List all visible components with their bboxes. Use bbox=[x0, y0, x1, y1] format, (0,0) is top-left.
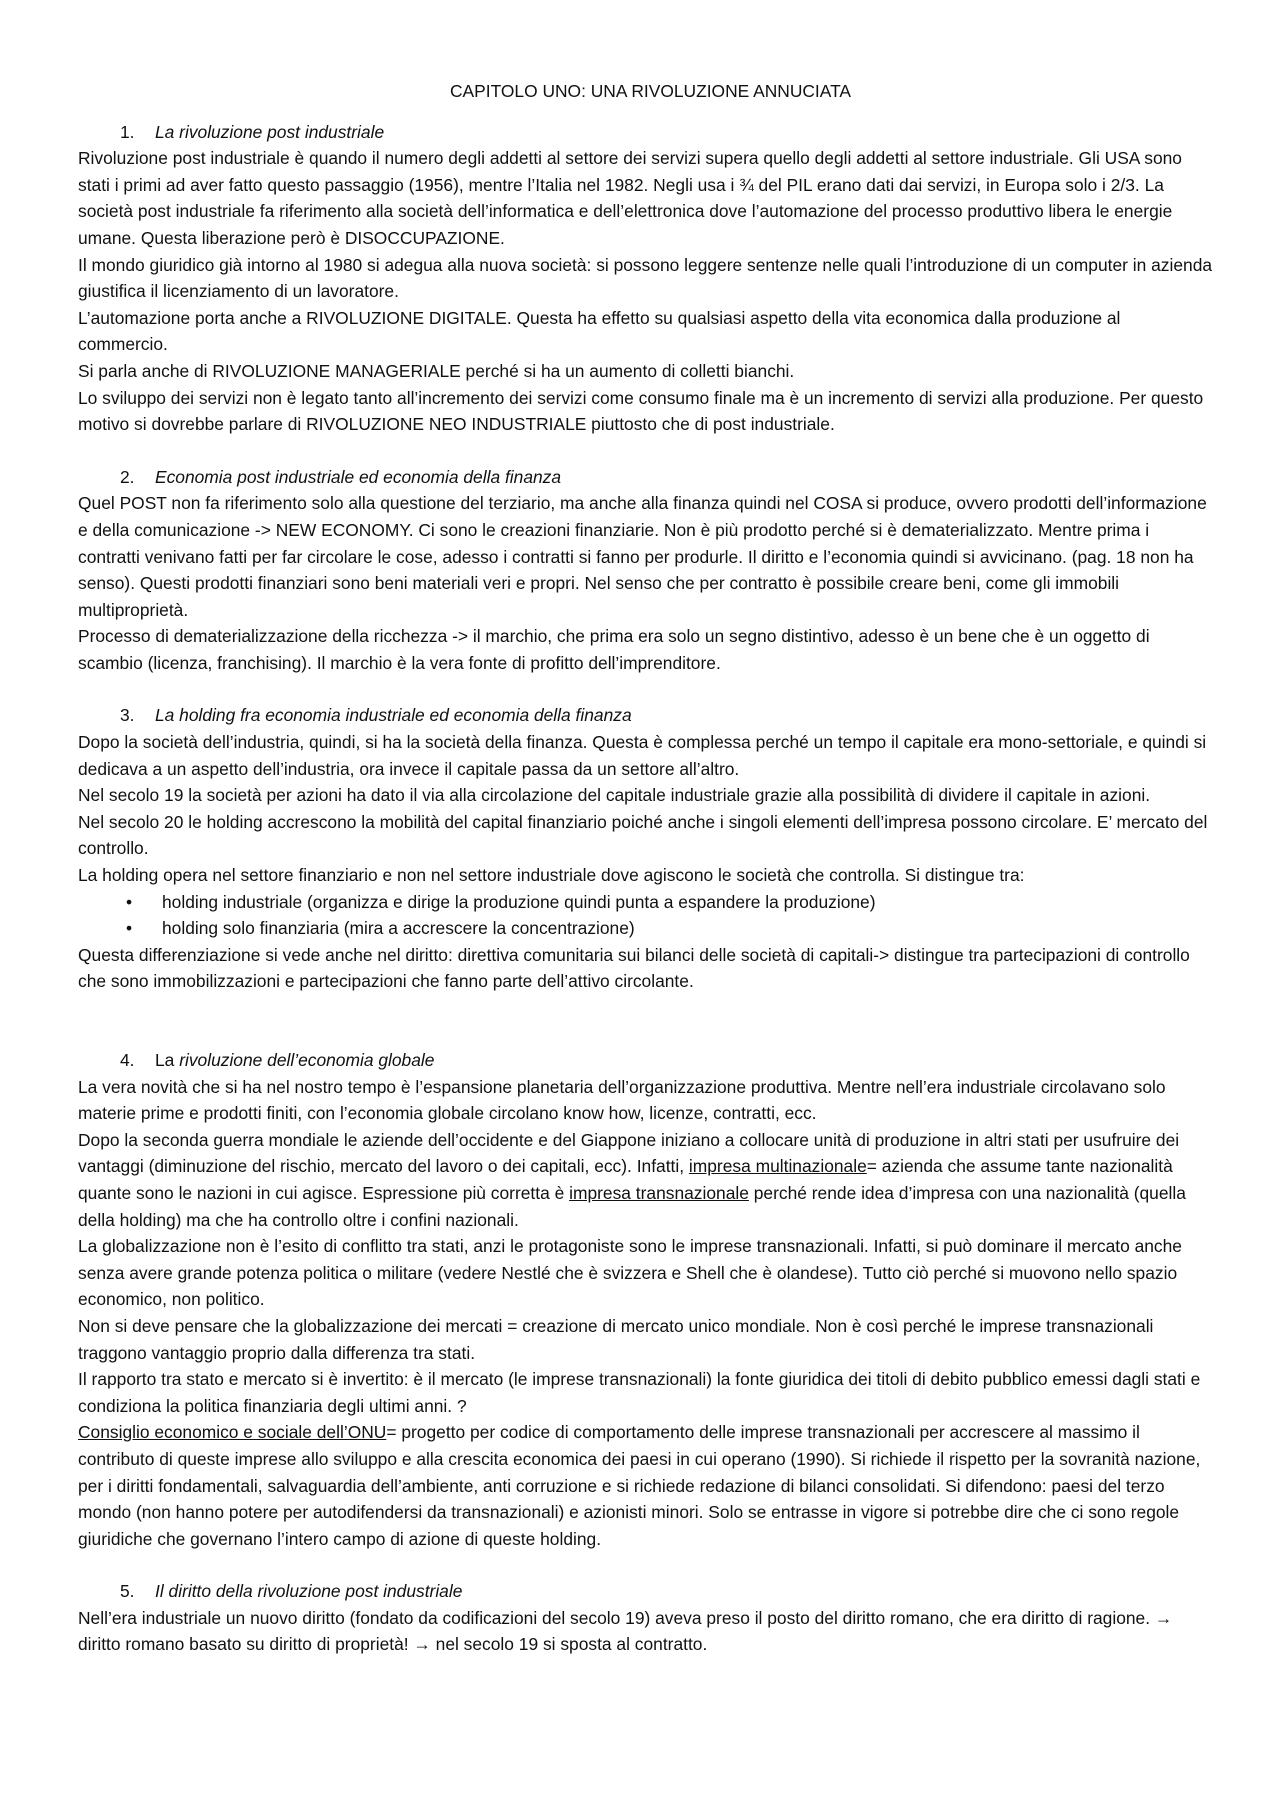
paragraph-text: Dopo la seconda guerra mondiale le aziende dell’occidente e del Giappone iniziano a collocare unità di produzione in altri stati per usufruire dei vantaggi (diminuzione del rischio, mercato del lavoro o dei capitali, ecc). Infatti, bbox=[78, 1129, 1180, 1177]
section-2-heading bbox=[78, 464, 1213, 491]
paragraph: Dopo la società dell’industria, quindi, si ha la società della finanza. Questa è complessa perché un tempo il capitale era mono-settoriale, e quindi si dedicava a un aspetto dell’industria, ora invece il capitale passa da un settore all’altro. bbox=[78, 732, 1207, 779]
paragraph bbox=[78, 1419, 1213, 1552]
section-title: La rivoluzione post industriale bbox=[155, 121, 385, 142]
section-title-plain: La bbox=[155, 1050, 180, 1070]
paragraph: Nell’era industriale un nuovo diritto (fondato da codificazioni del secolo 19) aveva preso il posto del diritto romano, che era diritto di ragione. → diritto romano basato su diritto di proprietà! → nel secolo 19 si sposta al contratto. bbox=[78, 1607, 1173, 1655]
section-title-italic: rivoluzione dell’economia globale bbox=[179, 1050, 435, 1070]
spacer bbox=[78, 676, 1213, 702]
section-4-heading bbox=[78, 1047, 1213, 1074]
section-number: 1. bbox=[120, 121, 135, 142]
paragraph: Processo di dematerializzazione della ricchezza -> il marchio, che prima era solo un segno distintivo, adesso è un bene che è un oggetto di scambio (licenza, franchising). Il marchio è la vera fonte di profitto dell’imprenditore. bbox=[78, 626, 1150, 673]
list-item-text: holding industriale (organizza e dirige la produzione quindi punta a espandere la produzione) bbox=[162, 891, 876, 912]
paragraph: La holding opera nel settore finanziario e non nel settore industriale dove agiscono le società che controlla. Si distingue tra: bbox=[78, 865, 1025, 886]
list-item bbox=[78, 915, 1213, 942]
spacer bbox=[78, 995, 1213, 1047]
section-number: 4. bbox=[120, 1050, 135, 1070]
list-item bbox=[78, 889, 1213, 916]
paragraph: Nel secolo 20 le holding accrescono la mobilità del capital finanziario poiché anche i singoli elementi dell’impresa possono circolare. E’ mercato del controllo. bbox=[78, 811, 1208, 859]
paragraph: Rivoluzione post industriale è quando il numero degli addetti al settore dei servizi supera quello degli addetti al settore industriale. Gli USA sono stati i primi ad aver fatto questo passaggio (1956), mentre l’Italia nel 1982. Negli usa i ¾ del PIL erano dati dai servizi, in Europa solo i 2/3. La società post industriale fa riferimento alla società dell’informatica e dell’elettronica dove l’automazione del processo produttivo libera le energie umane. Questa liberazione però è DISOCCUPAZIONE. bbox=[78, 148, 1182, 248]
paragraph: Quel POST non fa riferimento solo alla questione del terziario, ma anche alla finanza quindi nel COSA si produce, ovvero prodotti dell’informazione e della comunicazione -> NEW ECONOMY. Ci sono le creazioni finanziarie. Non è più prodotto perché si è dematerializzato. Mentre prima i contratti venivano fatti per far circolare le cose, adesso i contratti si fanno per produrle. Il diritto e l’economia quindi si avvicinano. (pag. 18 non ha senso). Questi prodotti finanziari sono beni materiali veri e propri. Nel senso che per contratto è possibile creare beni, come gli immobili multiproprietà. bbox=[78, 493, 1207, 620]
paragraph: L’automazione porta anche a RIVOLUZIONE DIGITALE. Questa ha effetto su qualsiasi aspetto della vita economica dalla produzione al commercio. bbox=[78, 307, 1121, 355]
paragraph: La vera novità che si ha nel nostro tempo è l’espansione planetaria dell’organizzazione produttiva. Mentre nell’era industriale circolavano solo materie prime e prodotti finiti, con l’economia globale circolano know how, licenze, contratti, ecc. bbox=[78, 1076, 1166, 1124]
page-title: CAPITOLO UNO: UNA RIVOLUZIONE ANNUCIATA bbox=[449, 81, 852, 101]
section-title: Il diritto della rivoluzione post industriale bbox=[155, 1581, 463, 1602]
underlined-term: Consiglio economico e sociale dell’ONU bbox=[78, 1422, 387, 1443]
paragraph: Si parla anche di RIVOLUZIONE MANAGERIALE perché si ha un aumento di colletti bianchi. bbox=[78, 360, 795, 381]
section-title: La holding fra economia industriale ed economia della finanza bbox=[155, 705, 632, 726]
paragraph: Non si deve pensare che la globalizzazione dei mercati = creazione di mercato unico mondiale. Non è così perché le imprese transnazionali traggono vantaggio proprio dalla differenza tra stati. bbox=[78, 1315, 1154, 1363]
spacer bbox=[78, 1552, 1213, 1578]
spacer bbox=[78, 438, 1213, 464]
section-number: 5. bbox=[120, 1581, 135, 1602]
section-number: 3. bbox=[120, 705, 135, 726]
underlined-term: impresa multinazionale bbox=[688, 1156, 867, 1177]
bullet-icon: • bbox=[126, 891, 133, 912]
paragraph: Il mondo giuridico già intorno al 1980 si adegua alla nuova società: si possono leggere sentenze nelle quali l’introduzione di un computer in azienda giustifica il licenziamento di un lavoratore. bbox=[78, 254, 1213, 302]
paragraph: Nel secolo 19 la società per azioni ha dato il via alla circolazione del capitale industriale grazie alla possibilità di dividere il capitale in azioni. bbox=[78, 785, 1151, 806]
paragraph: Il rapporto tra stato e mercato si è invertito: è il mercato (le imprese transnazionali) la fonte giuridica dei titoli di debito pubblico emessi dagli stati e condiziona la politica finanziaria degli ultimi anni. ? bbox=[78, 1369, 1201, 1416]
paragraph-text: perché rende idea d’impresa con una nazionalità (quella della holding) ma che ha controllo oltre i confini nazionali. bbox=[78, 1182, 1186, 1230]
paragraph-text: = azienda che assume tante nazionalità quante sono le nazioni in cui agisce. Espressione più corretta è bbox=[78, 1156, 1173, 1203]
bullet-list bbox=[78, 889, 1213, 942]
paragraph: Questa differenziazione si vede anche nel diritto: direttiva comunitaria sui bilanci delle società di capitali-> distingue tra partecipazioni di controllo che sono immobilizzazioni e partecipazioni che fanno parte dell’attivo circolante. bbox=[78, 944, 1190, 992]
paragraph-text: = progetto per codice di comportamento delle imprese transnazionali per accrescere al massimo il contributo di queste imprese allo sviluppo e alla crescita economica dei paesi in cui operano (1990). Si richiede il rispetto per la sovranità nazione, per i diritti fondamentali, salvaguardia dell’ambiente, anti corruzione e si richiede redazione di bilanci consolidati. Si difendono: paesi del terzo mondo (non hanno potere per autodifendersi da transnazionali) e azionisti minori. Solo se entrasse in vigore si potrebbe dire che ci sono regole giuridiche che governano l’intero campo di azione di queste holding. bbox=[78, 1422, 1201, 1549]
section-1-heading bbox=[78, 119, 1213, 146]
paragraph: La globalizzazione non è l’esito di conflitto tra stati, anzi le protagoniste sono le imprese transnazionali. Infatti, si può dominare il mercato anche senza avere grande potenza politica o militare (vedere Nestlé che è svizzera e Shell che è olandese). Tutto ciò perché si muovono nello spazio economico, non politico. bbox=[78, 1236, 1182, 1310]
underlined-term: impresa transnazionale bbox=[569, 1182, 749, 1203]
bullet-icon: • bbox=[126, 918, 133, 939]
paragraph bbox=[78, 1127, 1213, 1233]
document-page bbox=[78, 78, 1213, 1658]
section-3-heading bbox=[78, 702, 1213, 729]
list-item-text: holding solo finanziaria (mira a accrescere la concentrazione) bbox=[162, 918, 635, 939]
section-title: Economia post industriale ed economia della finanza bbox=[155, 466, 562, 487]
section-number: 2. bbox=[120, 466, 135, 487]
section-5-heading bbox=[78, 1578, 1213, 1605]
paragraph: Lo sviluppo dei servizi non è legato tanto all’incremento dei servizi come consumo finale ma è un incremento di servizi alla produzione. Per questo motivo si dovrebbe parlare di RIVOLUZIONE NEO INDUSTRIALE piuttosto che di post industriale. bbox=[78, 387, 1204, 435]
